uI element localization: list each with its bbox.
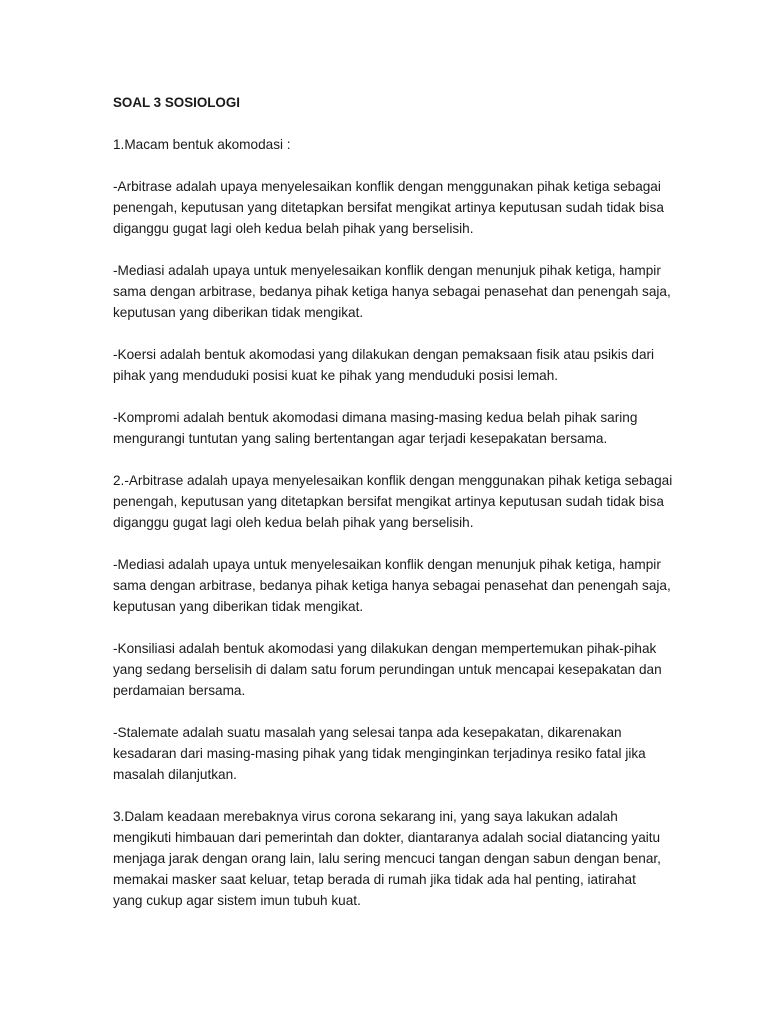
paragraph [113,176,673,239]
text-line: -Konsiliasi adalah bentuk akomodasi yang dilakukan dengan mempertemukan pihak-pihak [113,641,657,656]
text-line: -Koersi adalah bentuk akomodasi yang dilakukan dengan pemaksaan fisik atau psikis dari [113,347,655,362]
text-line: 1.Macam bentuk akomodasi : [113,137,291,152]
document-page [113,92,673,932]
paragraph [113,260,673,323]
text-line: penengah, keputusan yang ditetapkan bersifat mengikat artinya keputusan sudah tidak bisa [113,200,664,215]
paragraph [113,554,673,617]
text-line: 3.Dalam keadaan merebaknya virus corona sekarang ini, yang saya lakukan adalah [113,809,618,824]
text-line: perdamaian bersama. [113,683,246,698]
text-line: -Mediasi adalah upaya untuk menyelesaikan konflik dengan menunjuk pihak ketiga, hampir [113,557,661,572]
paragraph [113,344,673,386]
text-line: keputusan yang diberikan tidak mengikat. [113,599,364,614]
text-line: mengikuti himbauan dari pemerintah dan dokter, diantaranya adalah social diatancing yaitu [113,830,661,845]
text-line: mengurangi tuntutan yang saling bertentangan agar terjadi kesepakatan bersama. [113,431,608,446]
document-body [113,134,673,911]
text-line: menjaga jarak dengan orang lain, lalu sering mencuci tangan dengan sabun dengan benar, [113,851,661,866]
paragraph [113,407,673,449]
text-line: -Stalemate adalah suatu masalah yang selesai tanpa ada kesepakatan, dikarenakan [113,725,622,740]
text-line: masalah dilanjutkan. [113,767,237,782]
document-title: SOAL 3 SOSIOLOGI [113,95,240,110]
paragraph [113,134,673,155]
paragraph [113,470,673,533]
text-line: -Arbitrase adalah upaya menyelesaikan konflik dengan menggunakan pihak ketiga sebagai [113,179,661,194]
text-line: memakai masker saat keluar, tetap berada di rumah jika tidak ada hal penting, iatirahat [113,872,636,887]
text-line: -Kompromi adalah bentuk akomodasi dimana masing-masing kedua belah pihak saring [113,410,638,425]
text-line: diganggu gugat lagi oleh kedua belah pihak yang berselisih. [113,515,474,530]
text-line: -Mediasi adalah upaya untuk menyelesaikan konflik dengan menunjuk pihak ketiga, hampir [113,263,661,278]
text-line: 2.-Arbitrase adalah upaya menyelesaikan konflik dengan menggunakan pihak ketiga sebagai [113,473,673,488]
text-line: sama dengan arbitrase, bedanya pihak ketiga hanya sebagai penasehat dan penengah saja, [113,578,671,593]
text-line: diganggu gugat lagi oleh kedua belah pihak yang berselisih. [113,221,474,236]
text-line: yang sedang berselisih di dalam satu forum perundingan untuk mencapai kesepakatan dan [113,662,662,677]
paragraph [113,638,673,701]
paragraph [113,806,673,911]
text-line: pihak yang menduduki posisi kuat ke pihak yang menduduki posisi lemah. [113,368,559,383]
text-line: yang cukup agar sistem imun tubuh kuat. [113,893,361,908]
paragraph [113,722,673,785]
text-line: penengah, keputusan yang ditetapkan bersifat mengikat artinya keputusan sudah tidak bisa [113,494,664,509]
text-line: sama dengan arbitrase, bedanya pihak ketiga hanya sebagai penasehat dan penengah saja, [113,284,671,299]
text-line: keputusan yang diberikan tidak mengikat. [113,305,364,320]
text-line: kesadaran dari masing-masing pihak yang tidak menginginkan terjadinya resiko fatal jika [113,746,646,761]
